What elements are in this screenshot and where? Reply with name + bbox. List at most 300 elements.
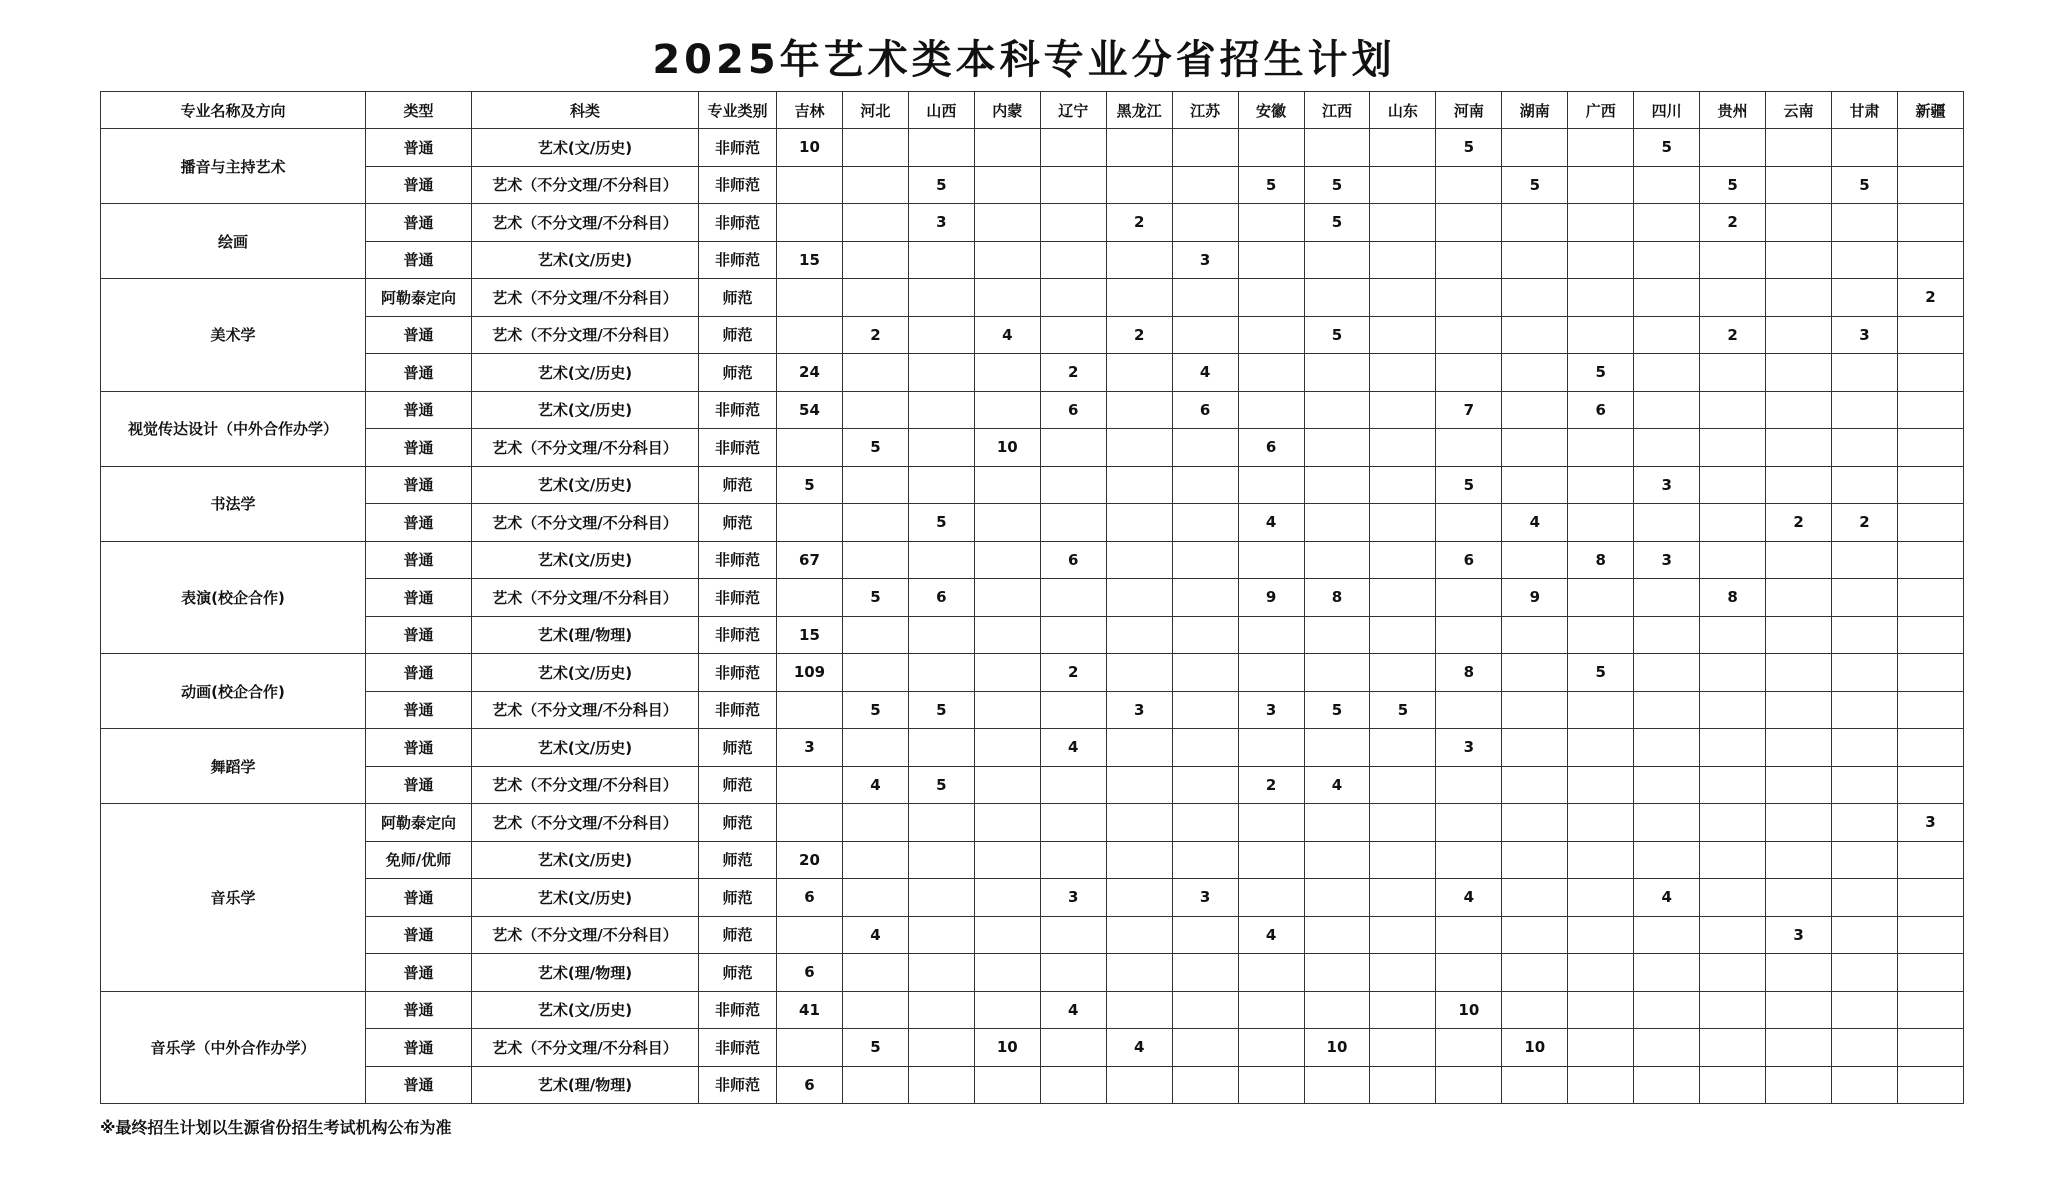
quota-cell — [1436, 916, 1502, 954]
table-row — [101, 616, 1964, 654]
quota-cell — [1634, 729, 1700, 767]
footnote: ※最终招生计划以生源省份招生考试机构公布为准 — [100, 1118, 452, 1137]
quota-cell — [908, 354, 974, 392]
quota-cell — [1766, 466, 1832, 504]
quota-cell: 4 — [1304, 766, 1370, 804]
quota-cell: 3 — [908, 204, 974, 242]
quota-cell — [974, 766, 1040, 804]
quota-cell — [1304, 729, 1370, 767]
quota-cell — [1436, 804, 1502, 842]
quota-cell — [1172, 991, 1238, 1029]
quota-cell — [1106, 391, 1172, 429]
quota-cell — [1172, 316, 1238, 354]
quota-cell — [1436, 504, 1502, 542]
quota-cell: 15 — [777, 616, 843, 654]
quota-cell — [1106, 654, 1172, 692]
quota-cell: 4 — [1172, 354, 1238, 392]
quota-cell: 6 — [1238, 429, 1304, 467]
header-type: 类型 — [366, 92, 472, 129]
quota-cell — [1700, 879, 1766, 917]
table-row — [101, 466, 1964, 504]
quota-cell — [908, 841, 974, 879]
quota-cell: 6 — [777, 1066, 843, 1104]
header-province: 江苏 — [1172, 92, 1238, 129]
quota-cell — [1766, 279, 1832, 317]
quota-cell — [842, 991, 908, 1029]
quota-cell — [842, 391, 908, 429]
header-province: 吉林 — [777, 92, 843, 129]
quota-cell — [1370, 1066, 1436, 1104]
quota-cell — [908, 466, 974, 504]
quota-cell: 5 — [1502, 166, 1568, 204]
quota-cell — [1568, 204, 1634, 242]
quota-cell — [1832, 916, 1898, 954]
quota-cell — [1568, 579, 1634, 617]
table-row — [101, 1066, 1964, 1104]
quota-cell — [1172, 466, 1238, 504]
quota-cell — [1106, 504, 1172, 542]
type-cell: 普通 — [366, 466, 472, 504]
quota-cell: 5 — [1304, 316, 1370, 354]
quota-cell — [1766, 429, 1832, 467]
quota-cell — [1634, 991, 1700, 1029]
quota-cell — [908, 804, 974, 842]
category-cell: 师范 — [699, 354, 777, 392]
quota-cell — [1304, 954, 1370, 992]
header-province: 湖南 — [1502, 92, 1568, 129]
quota-cell: 3 — [1634, 466, 1700, 504]
subject-cell: 艺术（不分文理/不分科目） — [472, 204, 699, 242]
quota-cell — [777, 804, 843, 842]
quota-cell — [1700, 991, 1766, 1029]
header-province: 云南 — [1766, 92, 1832, 129]
quota-cell: 6 — [908, 579, 974, 617]
quota-cell — [1436, 766, 1502, 804]
major-name-cell: 绘画 — [101, 204, 366, 279]
quota-cell — [1568, 316, 1634, 354]
type-cell: 普通 — [366, 916, 472, 954]
table-row — [101, 1029, 1964, 1067]
quota-cell — [1436, 841, 1502, 879]
quota-cell — [1040, 1066, 1106, 1104]
quota-cell — [1106, 766, 1172, 804]
type-cell: 普通 — [366, 504, 472, 542]
category-cell: 非师范 — [699, 616, 777, 654]
quota-cell — [908, 541, 974, 579]
quota-cell — [777, 579, 843, 617]
quota-cell — [1766, 1029, 1832, 1067]
quota-cell: 5 — [842, 429, 908, 467]
quota-cell — [1766, 204, 1832, 242]
quota-cell: 10 — [1304, 1029, 1370, 1067]
type-cell: 普通 — [366, 316, 472, 354]
type-cell: 普通 — [366, 654, 472, 692]
quota-cell: 10 — [1436, 991, 1502, 1029]
enrollment-plan-table — [100, 91, 1964, 1104]
quota-cell: 5 — [1568, 654, 1634, 692]
quota-cell: 10 — [974, 429, 1040, 467]
quota-cell — [1304, 804, 1370, 842]
quota-cell — [1436, 429, 1502, 467]
quota-cell — [1502, 766, 1568, 804]
quota-cell: 5 — [1304, 166, 1370, 204]
quota-cell — [974, 916, 1040, 954]
quota-cell — [1502, 879, 1568, 917]
type-cell: 普通 — [366, 391, 472, 429]
quota-cell — [1832, 129, 1898, 167]
quota-cell — [908, 1066, 974, 1104]
quota-cell: 8 — [1304, 579, 1370, 617]
quota-cell — [1370, 954, 1436, 992]
quota-cell — [1568, 241, 1634, 279]
quota-cell — [1238, 804, 1304, 842]
quota-cell — [1634, 279, 1700, 317]
quota-cell — [1832, 354, 1898, 392]
quota-cell — [1436, 279, 1502, 317]
header-province: 江西 — [1304, 92, 1370, 129]
major-name-cell: 播音与主持艺术 — [101, 129, 366, 204]
subject-cell: 艺术（不分文理/不分科目） — [472, 579, 699, 617]
quota-cell: 3 — [1040, 879, 1106, 917]
quota-cell — [1106, 429, 1172, 467]
quota-cell: 8 — [1700, 579, 1766, 617]
quota-cell — [974, 354, 1040, 392]
quota-cell — [1634, 166, 1700, 204]
subject-cell: 艺术（不分文理/不分科目） — [472, 916, 699, 954]
quota-cell — [1502, 354, 1568, 392]
quota-cell: 3 — [1238, 691, 1304, 729]
header-province: 贵州 — [1700, 92, 1766, 129]
quota-cell — [1700, 391, 1766, 429]
quota-cell — [1832, 1066, 1898, 1104]
table-body — [101, 129, 1964, 1104]
quota-cell — [1832, 279, 1898, 317]
quota-cell — [1568, 129, 1634, 167]
quota-cell — [1897, 429, 1963, 467]
quota-cell — [1897, 991, 1963, 1029]
quota-cell — [1766, 129, 1832, 167]
quota-cell — [1897, 841, 1963, 879]
quota-cell — [1304, 991, 1370, 1029]
quota-cell — [1832, 541, 1898, 579]
type-cell: 普通 — [366, 241, 472, 279]
quota-cell — [974, 166, 1040, 204]
quota-cell: 3 — [1436, 729, 1502, 767]
header-province: 内蒙 — [974, 92, 1040, 129]
quota-cell — [1304, 541, 1370, 579]
quota-cell — [974, 391, 1040, 429]
quota-cell — [1897, 166, 1963, 204]
quota-cell — [1700, 1029, 1766, 1067]
quota-cell — [1040, 954, 1106, 992]
quota-cell — [908, 279, 974, 317]
quota-cell — [974, 129, 1040, 167]
quota-cell — [1370, 766, 1436, 804]
table-row — [101, 429, 1964, 467]
header-major: 专业名称及方向 — [101, 92, 366, 129]
quota-cell — [1897, 616, 1963, 654]
quota-cell — [1766, 541, 1832, 579]
quota-cell — [1897, 466, 1963, 504]
quota-cell — [1370, 841, 1436, 879]
quota-cell — [1238, 729, 1304, 767]
quota-cell — [1832, 879, 1898, 917]
header-province: 辽宁 — [1040, 92, 1106, 129]
quota-cell — [777, 766, 843, 804]
table-row — [101, 166, 1964, 204]
quota-cell — [777, 429, 843, 467]
quota-cell — [1436, 241, 1502, 279]
quota-cell: 5 — [1304, 691, 1370, 729]
subject-cell: 艺术（不分文理/不分科目） — [472, 166, 699, 204]
quota-cell — [1897, 954, 1963, 992]
category-cell: 师范 — [699, 316, 777, 354]
type-cell: 阿勒泰定向 — [366, 804, 472, 842]
quota-cell: 2 — [1238, 766, 1304, 804]
quota-cell — [1502, 541, 1568, 579]
quota-cell: 4 — [1040, 991, 1106, 1029]
quota-cell — [1172, 129, 1238, 167]
quota-cell — [974, 204, 1040, 242]
quota-cell — [1238, 1066, 1304, 1104]
quota-cell — [1040, 916, 1106, 954]
quota-cell — [1832, 579, 1898, 617]
quota-cell: 3 — [1832, 316, 1898, 354]
quota-cell — [1370, 166, 1436, 204]
quota-cell — [1436, 166, 1502, 204]
quota-cell — [1832, 804, 1898, 842]
quota-cell — [1568, 916, 1634, 954]
quota-cell: 4 — [974, 316, 1040, 354]
quota-cell — [777, 204, 843, 242]
quota-cell — [1304, 466, 1370, 504]
category-cell: 师范 — [699, 916, 777, 954]
table-row — [101, 579, 1964, 617]
quota-cell — [1568, 991, 1634, 1029]
quota-cell — [1040, 1029, 1106, 1067]
quota-cell — [1568, 429, 1634, 467]
quota-cell — [1766, 241, 1832, 279]
quota-cell — [1172, 204, 1238, 242]
quota-cell — [1172, 1066, 1238, 1104]
quota-cell — [1634, 316, 1700, 354]
quota-cell — [1766, 766, 1832, 804]
quota-cell — [1634, 841, 1700, 879]
quota-cell — [1436, 691, 1502, 729]
quota-cell — [1568, 1066, 1634, 1104]
quota-cell — [842, 204, 908, 242]
quota-cell — [1172, 579, 1238, 617]
quota-cell: 5 — [1370, 691, 1436, 729]
quota-cell — [842, 729, 908, 767]
quota-cell — [1766, 804, 1832, 842]
category-cell: 师范 — [699, 879, 777, 917]
quota-cell — [1172, 504, 1238, 542]
quota-cell — [1766, 691, 1832, 729]
type-cell: 免师/优师 — [366, 841, 472, 879]
subject-cell: 艺术(文/历史) — [472, 129, 699, 167]
quota-cell — [1897, 691, 1963, 729]
quota-cell — [1568, 166, 1634, 204]
quota-cell — [1502, 654, 1568, 692]
quota-cell: 4 — [1106, 1029, 1172, 1067]
quota-cell: 5 — [842, 579, 908, 617]
quota-cell — [1304, 129, 1370, 167]
type-cell: 普通 — [366, 541, 472, 579]
quota-cell — [1502, 954, 1568, 992]
category-cell: 师范 — [699, 466, 777, 504]
quota-cell — [1238, 541, 1304, 579]
quota-cell — [1370, 879, 1436, 917]
quota-cell — [1502, 129, 1568, 167]
quota-cell — [842, 654, 908, 692]
quota-cell — [1502, 616, 1568, 654]
table-row — [101, 916, 1964, 954]
quota-cell — [1106, 354, 1172, 392]
quota-cell — [1304, 241, 1370, 279]
type-cell: 普通 — [366, 691, 472, 729]
quota-cell — [1897, 391, 1963, 429]
quota-cell — [974, 654, 1040, 692]
quota-cell: 10 — [777, 129, 843, 167]
type-cell: 普通 — [366, 729, 472, 767]
quota-cell — [908, 1029, 974, 1067]
type-cell: 普通 — [366, 616, 472, 654]
quota-cell — [1370, 579, 1436, 617]
quota-cell: 5 — [908, 504, 974, 542]
quota-cell: 6 — [777, 879, 843, 917]
quota-cell — [1832, 841, 1898, 879]
quota-cell — [1700, 466, 1766, 504]
quota-cell: 4 — [1634, 879, 1700, 917]
quota-cell: 5 — [908, 166, 974, 204]
quota-cell — [1502, 241, 1568, 279]
header-province: 河北 — [842, 92, 908, 129]
quota-cell: 6 — [1040, 391, 1106, 429]
quota-cell — [1832, 1029, 1898, 1067]
quota-cell: 10 — [1502, 1029, 1568, 1067]
quota-cell: 2 — [1040, 654, 1106, 692]
table-row — [101, 241, 1964, 279]
header-province: 河南 — [1436, 92, 1502, 129]
quota-cell: 8 — [1568, 541, 1634, 579]
header-province: 新疆 — [1897, 92, 1963, 129]
quota-cell: 4 — [1238, 504, 1304, 542]
quota-cell — [1700, 616, 1766, 654]
subject-cell: 艺术(文/历史) — [472, 879, 699, 917]
quota-cell — [777, 691, 843, 729]
quota-cell — [1897, 1066, 1963, 1104]
quota-cell — [1502, 316, 1568, 354]
quota-cell — [1304, 841, 1370, 879]
subject-cell: 艺术（不分文理/不分科目） — [472, 804, 699, 842]
quota-cell — [1370, 1029, 1436, 1067]
quota-cell — [842, 466, 908, 504]
quota-cell — [1502, 1066, 1568, 1104]
quota-cell — [1106, 879, 1172, 917]
category-cell: 非师范 — [699, 1029, 777, 1067]
subject-cell: 艺术（不分文理/不分科目） — [472, 1029, 699, 1067]
quota-cell — [777, 504, 843, 542]
quota-cell — [1106, 616, 1172, 654]
quota-cell — [1172, 541, 1238, 579]
quota-cell — [1040, 429, 1106, 467]
type-cell: 普通 — [366, 166, 472, 204]
quota-cell — [1766, 729, 1832, 767]
quota-cell: 20 — [777, 841, 843, 879]
category-cell: 非师范 — [699, 654, 777, 692]
quota-cell — [1634, 1066, 1700, 1104]
quota-cell: 15 — [777, 241, 843, 279]
quota-cell — [1106, 804, 1172, 842]
quota-cell — [1832, 204, 1898, 242]
quota-cell — [1897, 654, 1963, 692]
quota-cell — [1897, 1029, 1963, 1067]
quota-cell — [1106, 954, 1172, 992]
quota-cell — [1634, 579, 1700, 617]
major-name-cell: 书法学 — [101, 466, 366, 541]
quota-cell — [1172, 616, 1238, 654]
quota-cell — [974, 1066, 1040, 1104]
header-province: 甘肃 — [1832, 92, 1898, 129]
quota-cell — [1304, 1066, 1370, 1104]
quota-cell — [1238, 279, 1304, 317]
quota-cell: 2 — [1106, 204, 1172, 242]
quota-cell — [1832, 691, 1898, 729]
quota-cell: 7 — [1436, 391, 1502, 429]
quota-cell — [1436, 954, 1502, 992]
table-row — [101, 654, 1964, 692]
quota-cell — [1568, 279, 1634, 317]
quota-cell — [1700, 129, 1766, 167]
quota-cell — [1040, 279, 1106, 317]
quota-cell — [1040, 466, 1106, 504]
quota-cell — [1897, 354, 1963, 392]
quota-cell — [777, 316, 843, 354]
table-row — [101, 841, 1964, 879]
quota-cell — [842, 129, 908, 167]
quota-cell — [1238, 241, 1304, 279]
type-cell: 普通 — [366, 879, 472, 917]
quota-cell: 3 — [1172, 241, 1238, 279]
quota-cell — [842, 954, 908, 992]
quota-cell — [1040, 766, 1106, 804]
quota-cell — [1172, 166, 1238, 204]
quota-cell — [842, 354, 908, 392]
category-cell: 师范 — [699, 804, 777, 842]
quota-cell — [908, 654, 974, 692]
table-row — [101, 129, 1964, 167]
quota-cell — [1502, 729, 1568, 767]
header-province: 山东 — [1370, 92, 1436, 129]
quota-cell — [777, 279, 843, 317]
category-cell: 非师范 — [699, 241, 777, 279]
quota-cell: 6 — [1040, 541, 1106, 579]
quota-cell — [1897, 504, 1963, 542]
quota-cell — [1040, 241, 1106, 279]
quota-cell — [1700, 804, 1766, 842]
quota-cell — [1238, 1029, 1304, 1067]
quota-cell — [1172, 654, 1238, 692]
quota-cell — [1370, 129, 1436, 167]
category-cell: 非师范 — [699, 166, 777, 204]
quota-cell — [1766, 1066, 1832, 1104]
subject-cell: 艺术(文/历史) — [472, 241, 699, 279]
quota-cell — [777, 916, 843, 954]
quota-cell — [1832, 954, 1898, 992]
subject-cell: 艺术（不分文理/不分科目） — [472, 691, 699, 729]
quota-cell — [974, 241, 1040, 279]
